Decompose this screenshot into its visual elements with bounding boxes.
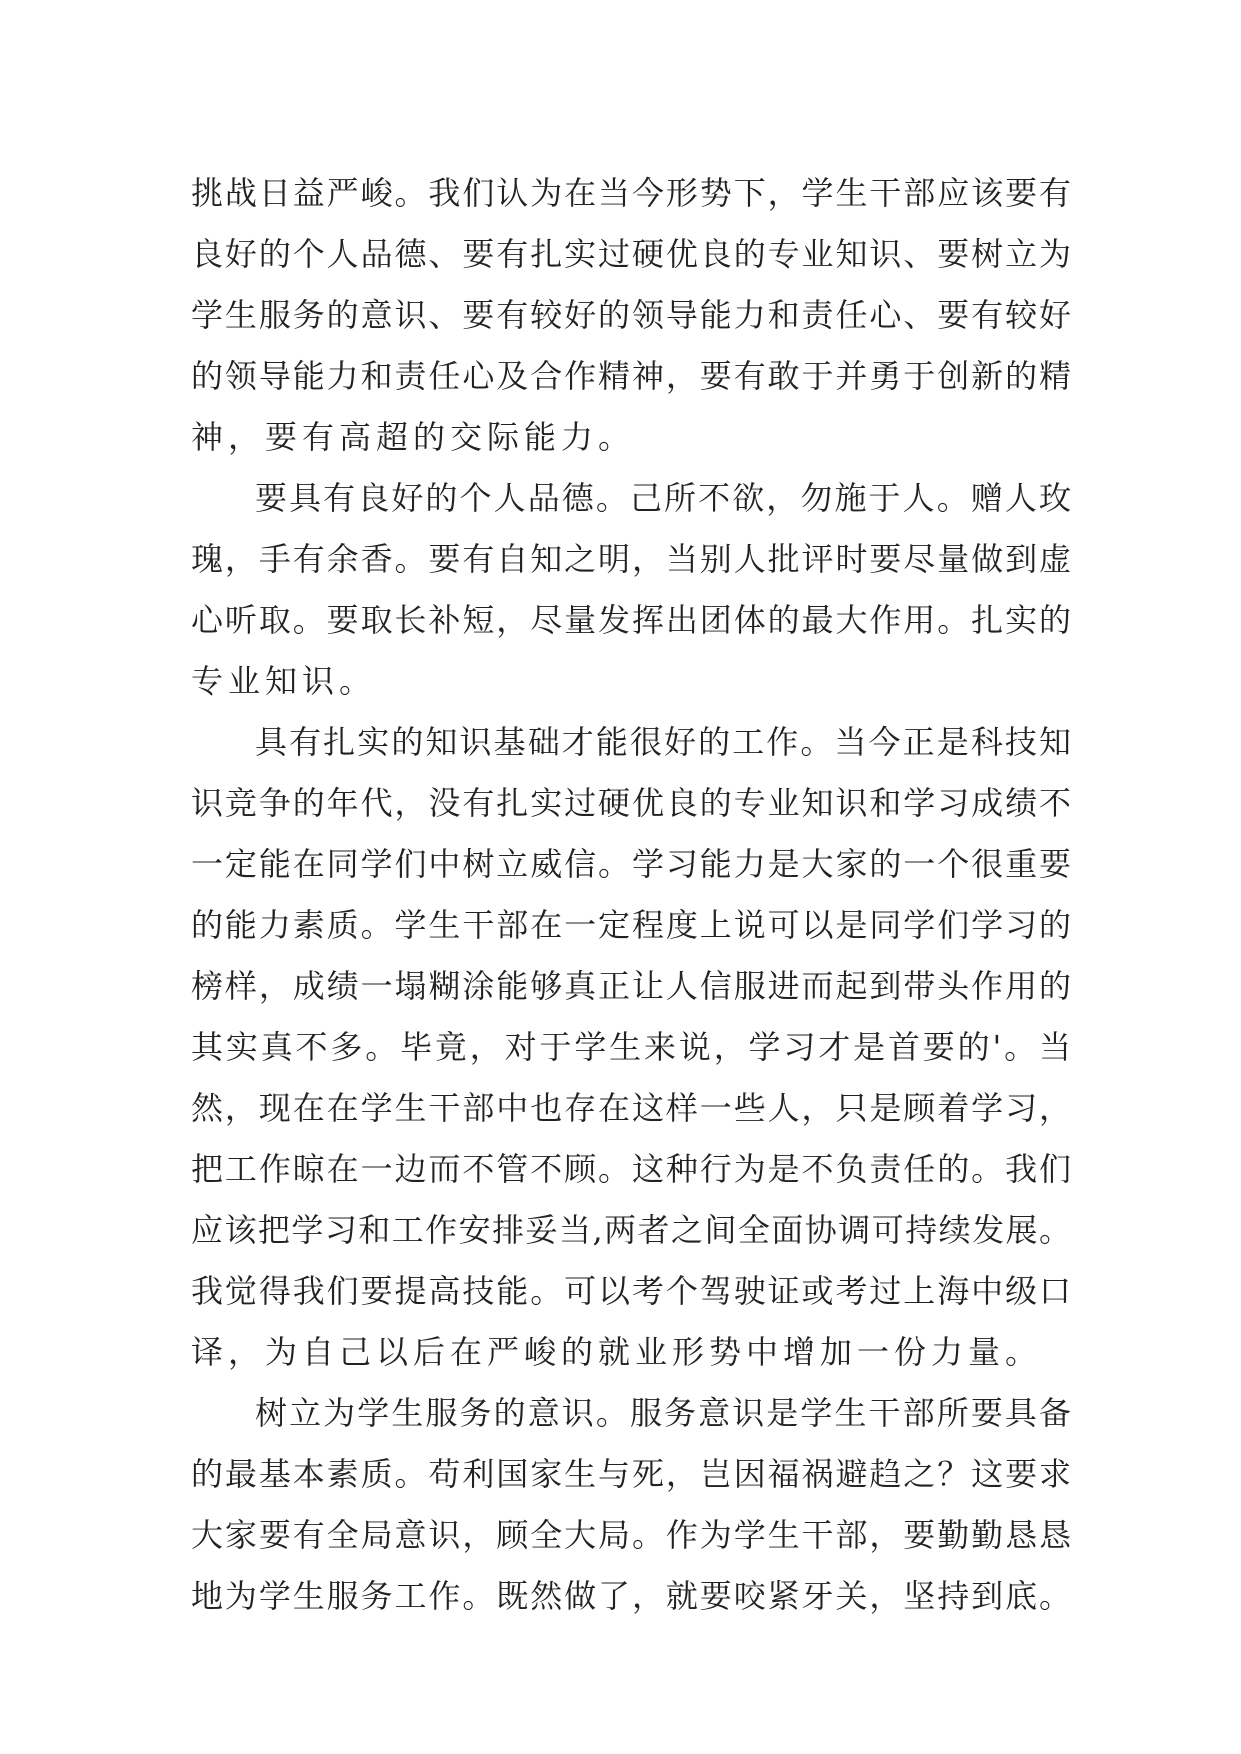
text-line: 心听取。要取长补短，尽量发挥出团体的最大作用。扎实的 [191,601,1071,639]
text-line: 挑战日益严峻。我们认为在当今形势下，学生干部应该要有 [191,174,1071,212]
text-line: 瑰，手有余香。要有自知之明，当别人批评时要尽量做到虚 [191,540,1071,578]
text-line: 的能力素质。学生干部在一定程度上说可以是同学们学习的 [191,906,1071,944]
text-line: 榜样，成绩一塌糊涂能够真正让人信服进而起到带头作用的 [191,967,1071,1005]
text-line: 的最基本素质。苟利国家生与死，岂因福祸避趋之？这要求 [191,1455,1071,1493]
text-line: 然，现在在学生干部中也存在这样一些人，只是顾着学习， [191,1089,1071,1127]
text-line: 神，要有高超的交际能力。 [191,418,636,456]
text-line: 地为学生服务工作。既然做了，就要咬紧牙关，坚持到底。 [191,1577,1071,1615]
text-line: 把工作晾在一边而不管不顾。这种行为是不负责任的。我们 [191,1150,1071,1188]
text-line: 学生服务的意识、要有较好的领导能力和责任心、要有较好 [191,296,1071,334]
text-line: 我觉得我们要提高技能。可以考个驾驶证或考过上海中级口 [191,1272,1071,1310]
text-line: 译，为自己以后在严峻的就业形势中增加一份力量。 [191,1333,1043,1371]
text-line: 其实真不多。毕竟，对于学生来说，学习才是首要的'。当 [191,1028,1071,1066]
body-text [191,163,1071,1627]
text-line: 大家要有全局意识，顾全大局。作为学生干部，要勤勤恳恳 [191,1516,1071,1554]
paragraph-start-line: 树立为学生服务的意识。服务意识是学生干部所要具备 [255,1394,1071,1432]
text-line: 识竞争的年代，没有扎实过硬优良的专业知识和学习成绩不 [191,784,1071,822]
text-line: 应该把学习和工作安排妥当,两者之间全面协调可持续发展。 [191,1211,1071,1249]
paragraph-start-line: 具有扎实的知识基础才能很好的工作。当今正是科技知 [255,723,1071,761]
text-line: 一定能在同学们中树立威信。学习能力是大家的一个很重要 [191,845,1071,883]
paragraph-start-line: 要具有良好的个人品德。己所不欲，勿施于人。赠人玫 [255,479,1071,517]
text-line: 良好的个人品德、要有扎实过硬优良的专业知识、要树立为 [191,235,1071,273]
text-line: 的领导能力和责任心及合作精神，要有敢于并勇于创新的精 [191,357,1071,395]
text-line: 专业知识。 [191,662,377,700]
